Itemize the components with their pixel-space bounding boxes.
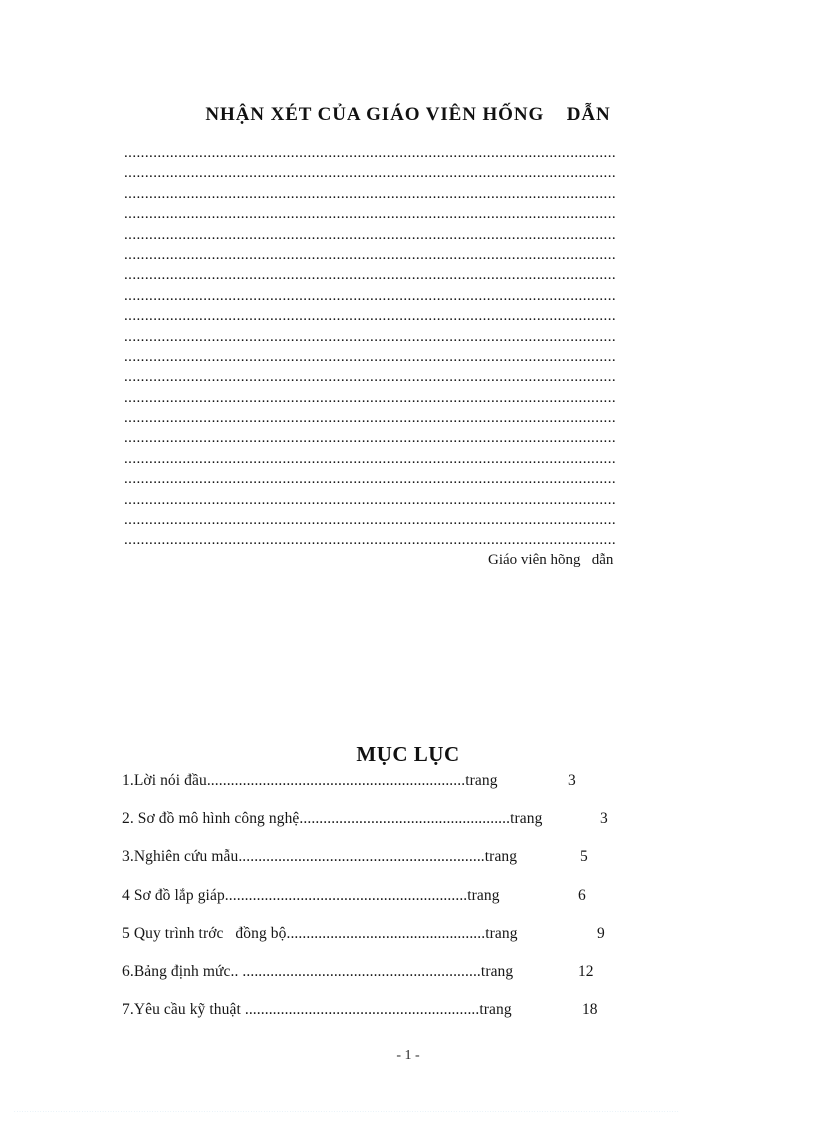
bottom-separator-rule (14, 1110, 802, 1112)
blank-writing-line: ...................................................................................................................... (124, 246, 617, 263)
page-title: NHẬN XÉT CỦA GIÁO VIÊN HỐNG DẪN (205, 104, 611, 125)
toc-entry-page-number: 5 (580, 848, 588, 866)
toc-entry-title: 3.Nghiên cứu mẫu..............................................................trang (122, 848, 518, 866)
toc-entry-page-number: 9 (597, 924, 605, 942)
blank-writing-line: ...................................................................................................................... (124, 308, 617, 325)
toc-entry[interactable] (122, 772, 682, 810)
blank-writing-line: ...................................................................................................................... (124, 185, 617, 202)
toc-entry-page-number: 6 (578, 886, 586, 904)
blank-writing-line: ...................................................................................................................... (124, 389, 617, 406)
toc-entry-page-number: 3 (568, 772, 576, 789)
toc-entry[interactable] (122, 887, 682, 925)
toc-entry-page-number: 12 (578, 962, 594, 980)
blank-writing-line: ...................................................................................................................... (124, 348, 617, 365)
blank-writing-line: ...................................................................................................................... (124, 410, 617, 427)
blank-writing-line: ...................................................................................................................... (124, 226, 617, 243)
blank-writing-line: ...................................................................................................................... (124, 165, 617, 182)
blank-writing-line: ...................................................................................................................... (124, 512, 617, 529)
blank-writing-line: ...................................................................................................................... (124, 430, 617, 447)
toc-entry-title: 5 Quy trình trớc đồng bộ..................................................trang (122, 924, 518, 942)
table-of-contents (122, 772, 682, 1039)
toc-entry[interactable] (122, 848, 682, 886)
blank-writing-line: ...................................................................................................................... (124, 206, 617, 223)
footer-page-number: - 1 - (396, 1048, 420, 1063)
blank-writing-line: ...................................................................................................................... (124, 145, 617, 161)
toc-entry-title: 6.Bảng định mức.. ............................................................trang (122, 962, 514, 980)
blank-writing-line: ...................................................................................................................... (124, 471, 617, 488)
toc-entry[interactable] (122, 810, 682, 848)
toc-entry[interactable] (122, 925, 682, 963)
toc-entry-title: 1.Lời nói đầu.................................................................trang (122, 772, 498, 789)
toc-entry-title: 4 Sơ đồ lắp giáp.............................................................trang (122, 886, 500, 904)
toc-entry[interactable] (122, 963, 682, 1001)
blank-writing-line: ...................................................................................................................... (124, 491, 617, 508)
toc-entry-title: 7.Yêu cầu kỹ thuật ...........................................................trang (122, 1001, 512, 1019)
blank-writing-line: ...................................................................................................................... (124, 287, 617, 304)
toc-entry-title: 2. Sơ đồ mô hình công nghệ.....................................................trang (122, 810, 543, 828)
blank-writing-line: ...................................................................................................................... (124, 267, 617, 284)
blank-writing-line: ...................................................................................................................... (124, 328, 617, 345)
blank-writing-line: ...................................................................................................................... (124, 369, 617, 386)
toc-heading: MỤC LỤC (356, 742, 460, 766)
toc-entry-page-number: 18 (582, 1001, 598, 1019)
blank-writing-line: ...................................................................................................................... (124, 450, 617, 467)
blank-writing-lines (124, 143, 702, 551)
toc-entry[interactable] (122, 1001, 682, 1039)
toc-entry-page-number: 3 (600, 810, 608, 828)
signature-label: Giáo viên hõng dẫn (488, 552, 614, 568)
blank-writing-line: ...................................................................................................................... (124, 532, 617, 549)
